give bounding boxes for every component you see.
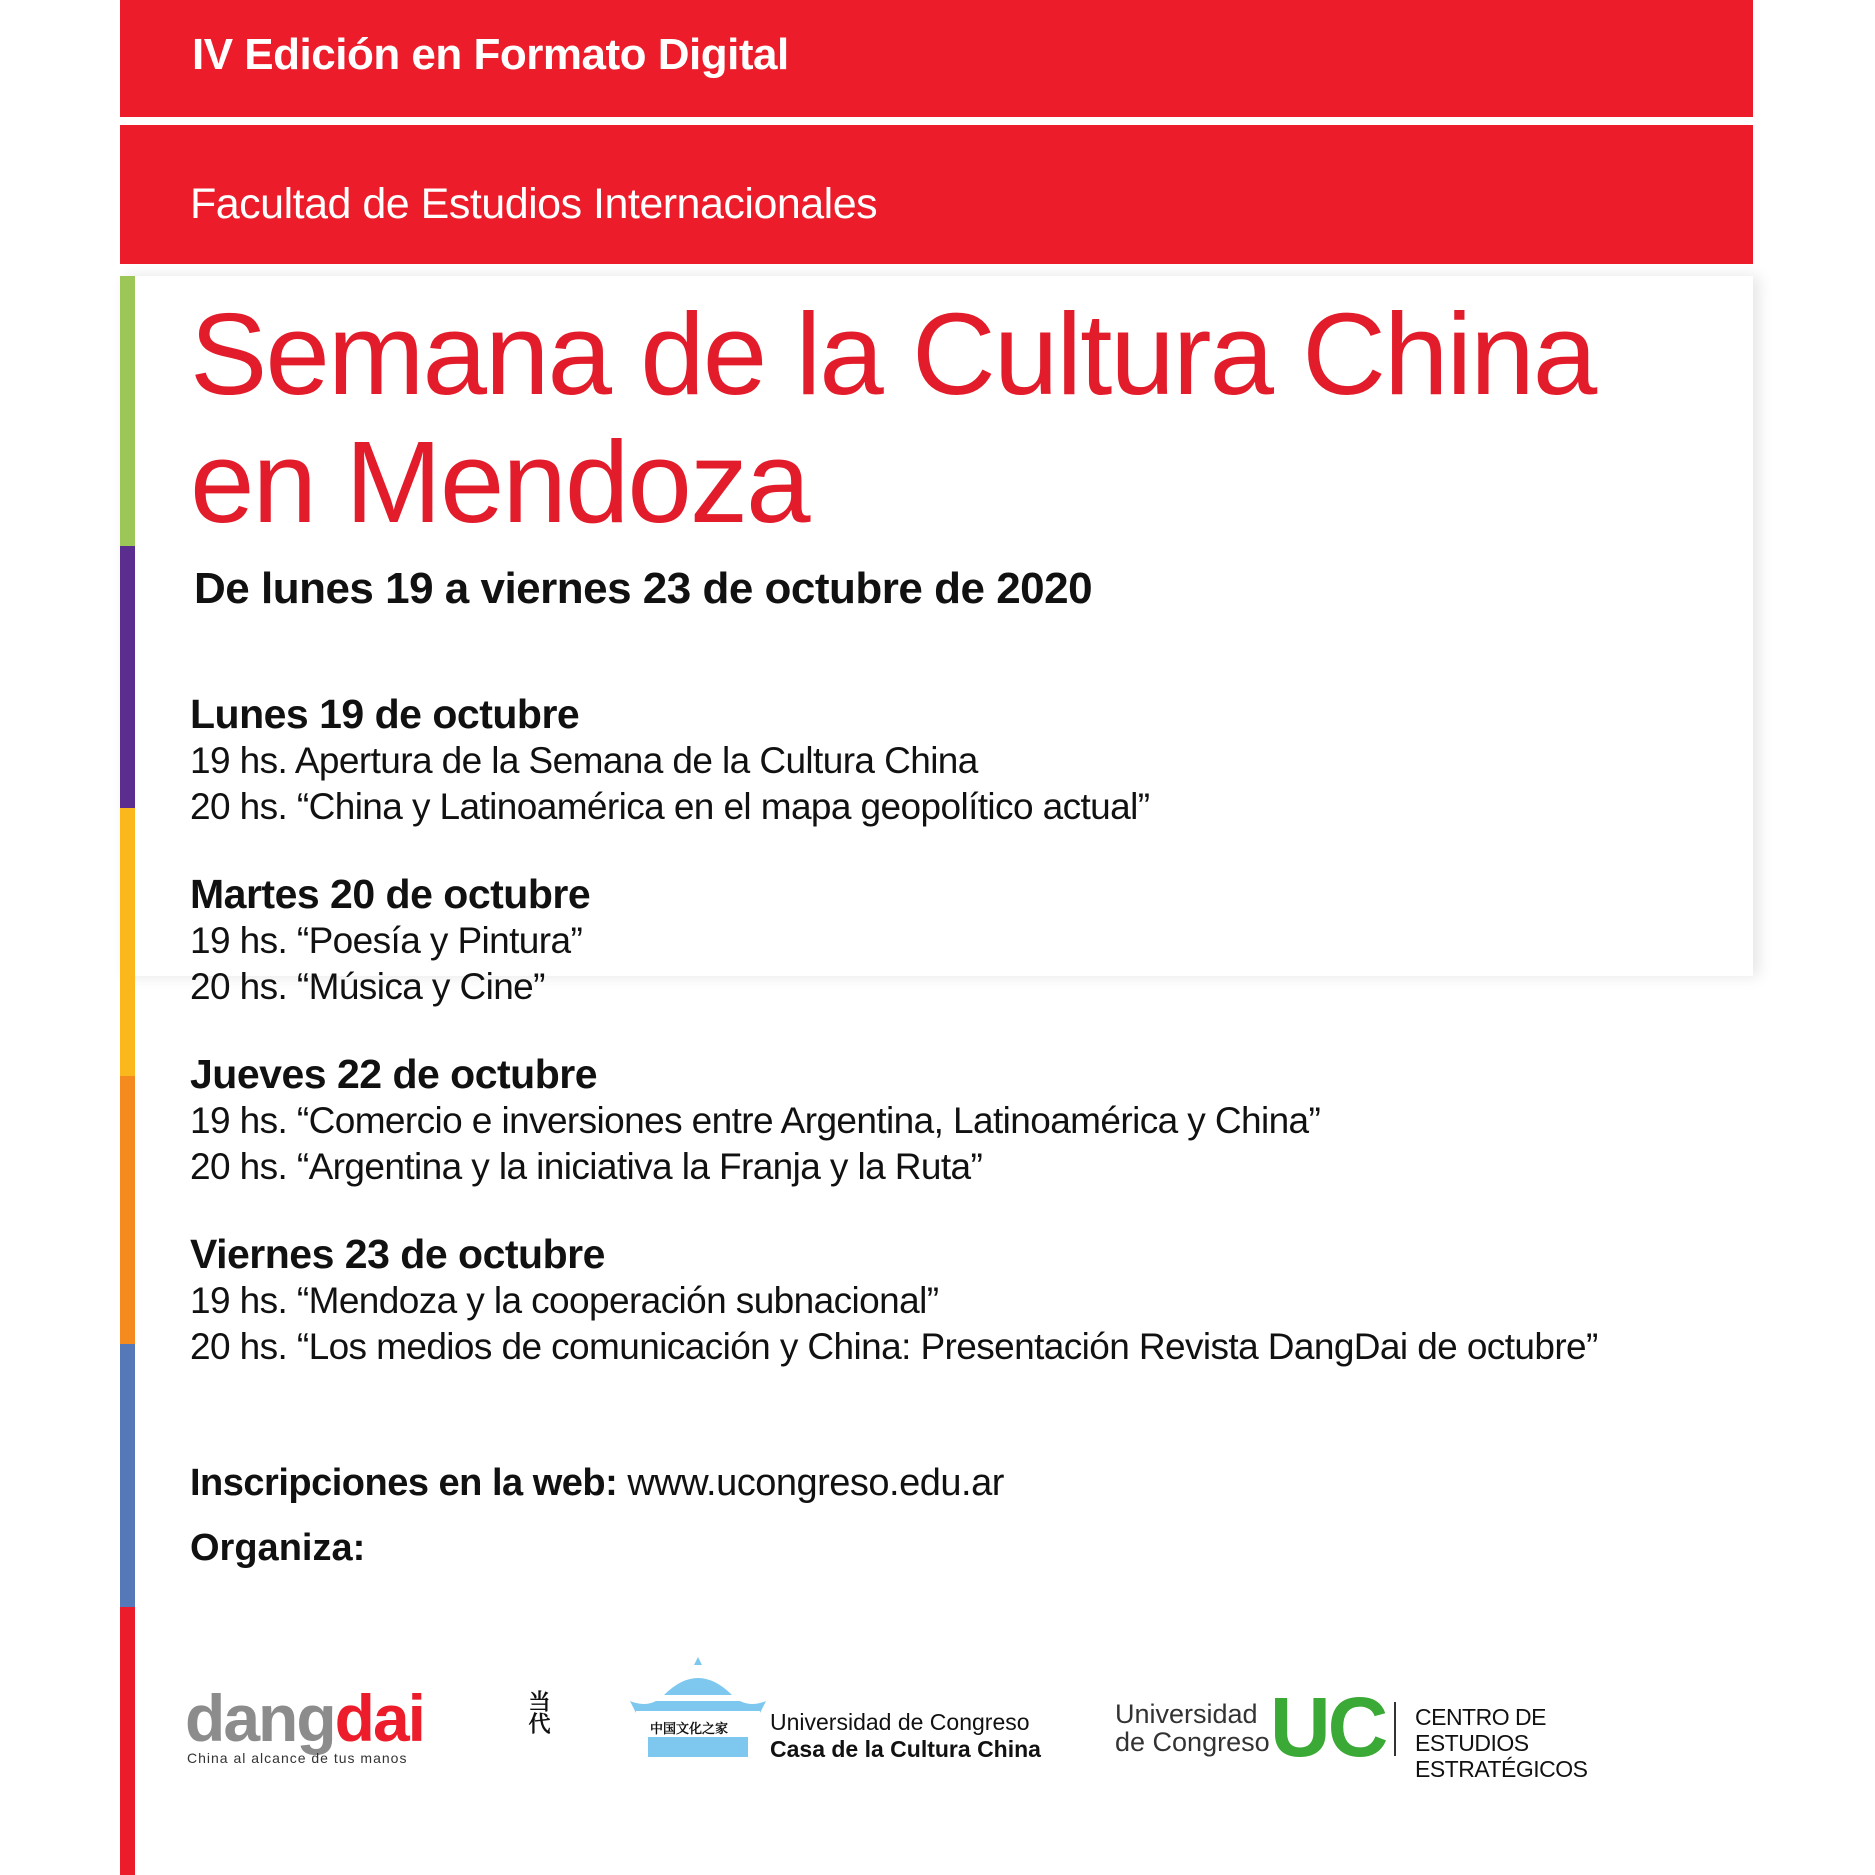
faculty-text: Facultad de Estudios Internacionales [190, 180, 878, 228]
casa-text [770, 1709, 1041, 1763]
edition-text: IV Edición en Formato Digital [192, 30, 789, 79]
schedule-day [190, 1050, 1730, 1190]
dangdai-word-red: dai [334, 1681, 425, 1755]
page-title [190, 290, 1730, 546]
edition-banner [120, 0, 1753, 117]
registration-url[interactable]: www.ucongreso.edu.ar [627, 1462, 1004, 1504]
organiza-label: Organiza: [190, 1527, 366, 1569]
casa-line-2: Casa de la Cultura China [770, 1736, 1041, 1762]
color-bar-green [120, 276, 135, 546]
day-title: Viernes 23 de octubre [190, 1231, 605, 1277]
color-bar-blue [120, 1344, 135, 1607]
day-title: Jueves 22 de octubre [190, 1051, 598, 1097]
event-item: 20 hs. “Música y Cine” [190, 966, 545, 1007]
uc-centro-line-1: CENTRO DE ESTUDIOS [1415, 1704, 1546, 1756]
event-item: 20 hs. “China y Latinoamérica en el mapa geopolítico actual” [190, 786, 1150, 827]
faculty-banner [120, 125, 1753, 264]
dangdai-wordmark [185, 1681, 545, 1755]
event-item: 19 hs. “Poesía y Pintura” [190, 920, 583, 961]
main-content [190, 290, 1730, 1410]
event-item: 20 hs. “Argentina y la iniciativa la Franja y la Ruta” [190, 1146, 983, 1187]
uc-separator [1394, 1702, 1396, 1756]
color-bar-orange [120, 1076, 135, 1344]
schedule-day [190, 690, 1730, 830]
uc-logo [1115, 1680, 1635, 1782]
uc-centro-line-2: ESTRATÉGICOS [1415, 1756, 1588, 1782]
day-title: Martes 20 de octubre [190, 871, 591, 917]
event-item: 19 hs. “Comercio e inversiones entre Argentina, Latinoamérica y China” [190, 1100, 1321, 1141]
schedule-day [190, 870, 1730, 1010]
registration-line [190, 1462, 1004, 1505]
uc-univ-line-2: de Congreso [1115, 1727, 1270, 1757]
casa-line-1: Universidad de Congreso [770, 1709, 1030, 1735]
casa-cultura-china-logo [628, 1655, 1048, 1765]
uc-university-name [1115, 1700, 1270, 1756]
day-title: Lunes 19 de octubre [190, 691, 580, 737]
color-bar-red [120, 1607, 135, 1875]
pagoda-icon [628, 1655, 768, 1760]
registration-label: Inscripciones en la web: [190, 1462, 618, 1504]
event-item: 19 hs. “Mendoza y la cooperación subnacional” [190, 1280, 939, 1321]
dangdai-word-gray: dang [185, 1681, 335, 1755]
event-item: 20 hs. “Los medios de comunicación y China: Presentación Revista DangDai de octubre” [190, 1326, 1598, 1367]
schedule-day [190, 1230, 1730, 1370]
dangdai-tagline: China al alcance de tus manos [187, 1750, 408, 1766]
date-range: De lunes 19 a viernes 23 de octubre de 2020 [194, 564, 1093, 613]
casa-chinese: 中国文化之家 [650, 1721, 729, 1736]
dangdai-logo [185, 1681, 551, 1768]
uc-centro-name [1415, 1704, 1635, 1782]
event-item: 19 hs. Apertura de la Semana de la Cultura China [190, 740, 978, 781]
title-line-1: Semana de la Cultura China [190, 289, 1596, 419]
dangdai-chinese: 当代 [526, 1690, 551, 1734]
color-bar-yellow [120, 808, 135, 1076]
schedule [190, 690, 1730, 1370]
title-line-2: en Mendoza [190, 417, 809, 547]
uc-letters: UC [1270, 1680, 1386, 1774]
uc-univ-line-1: Universidad [1115, 1699, 1258, 1729]
color-bar-purple [120, 546, 135, 808]
